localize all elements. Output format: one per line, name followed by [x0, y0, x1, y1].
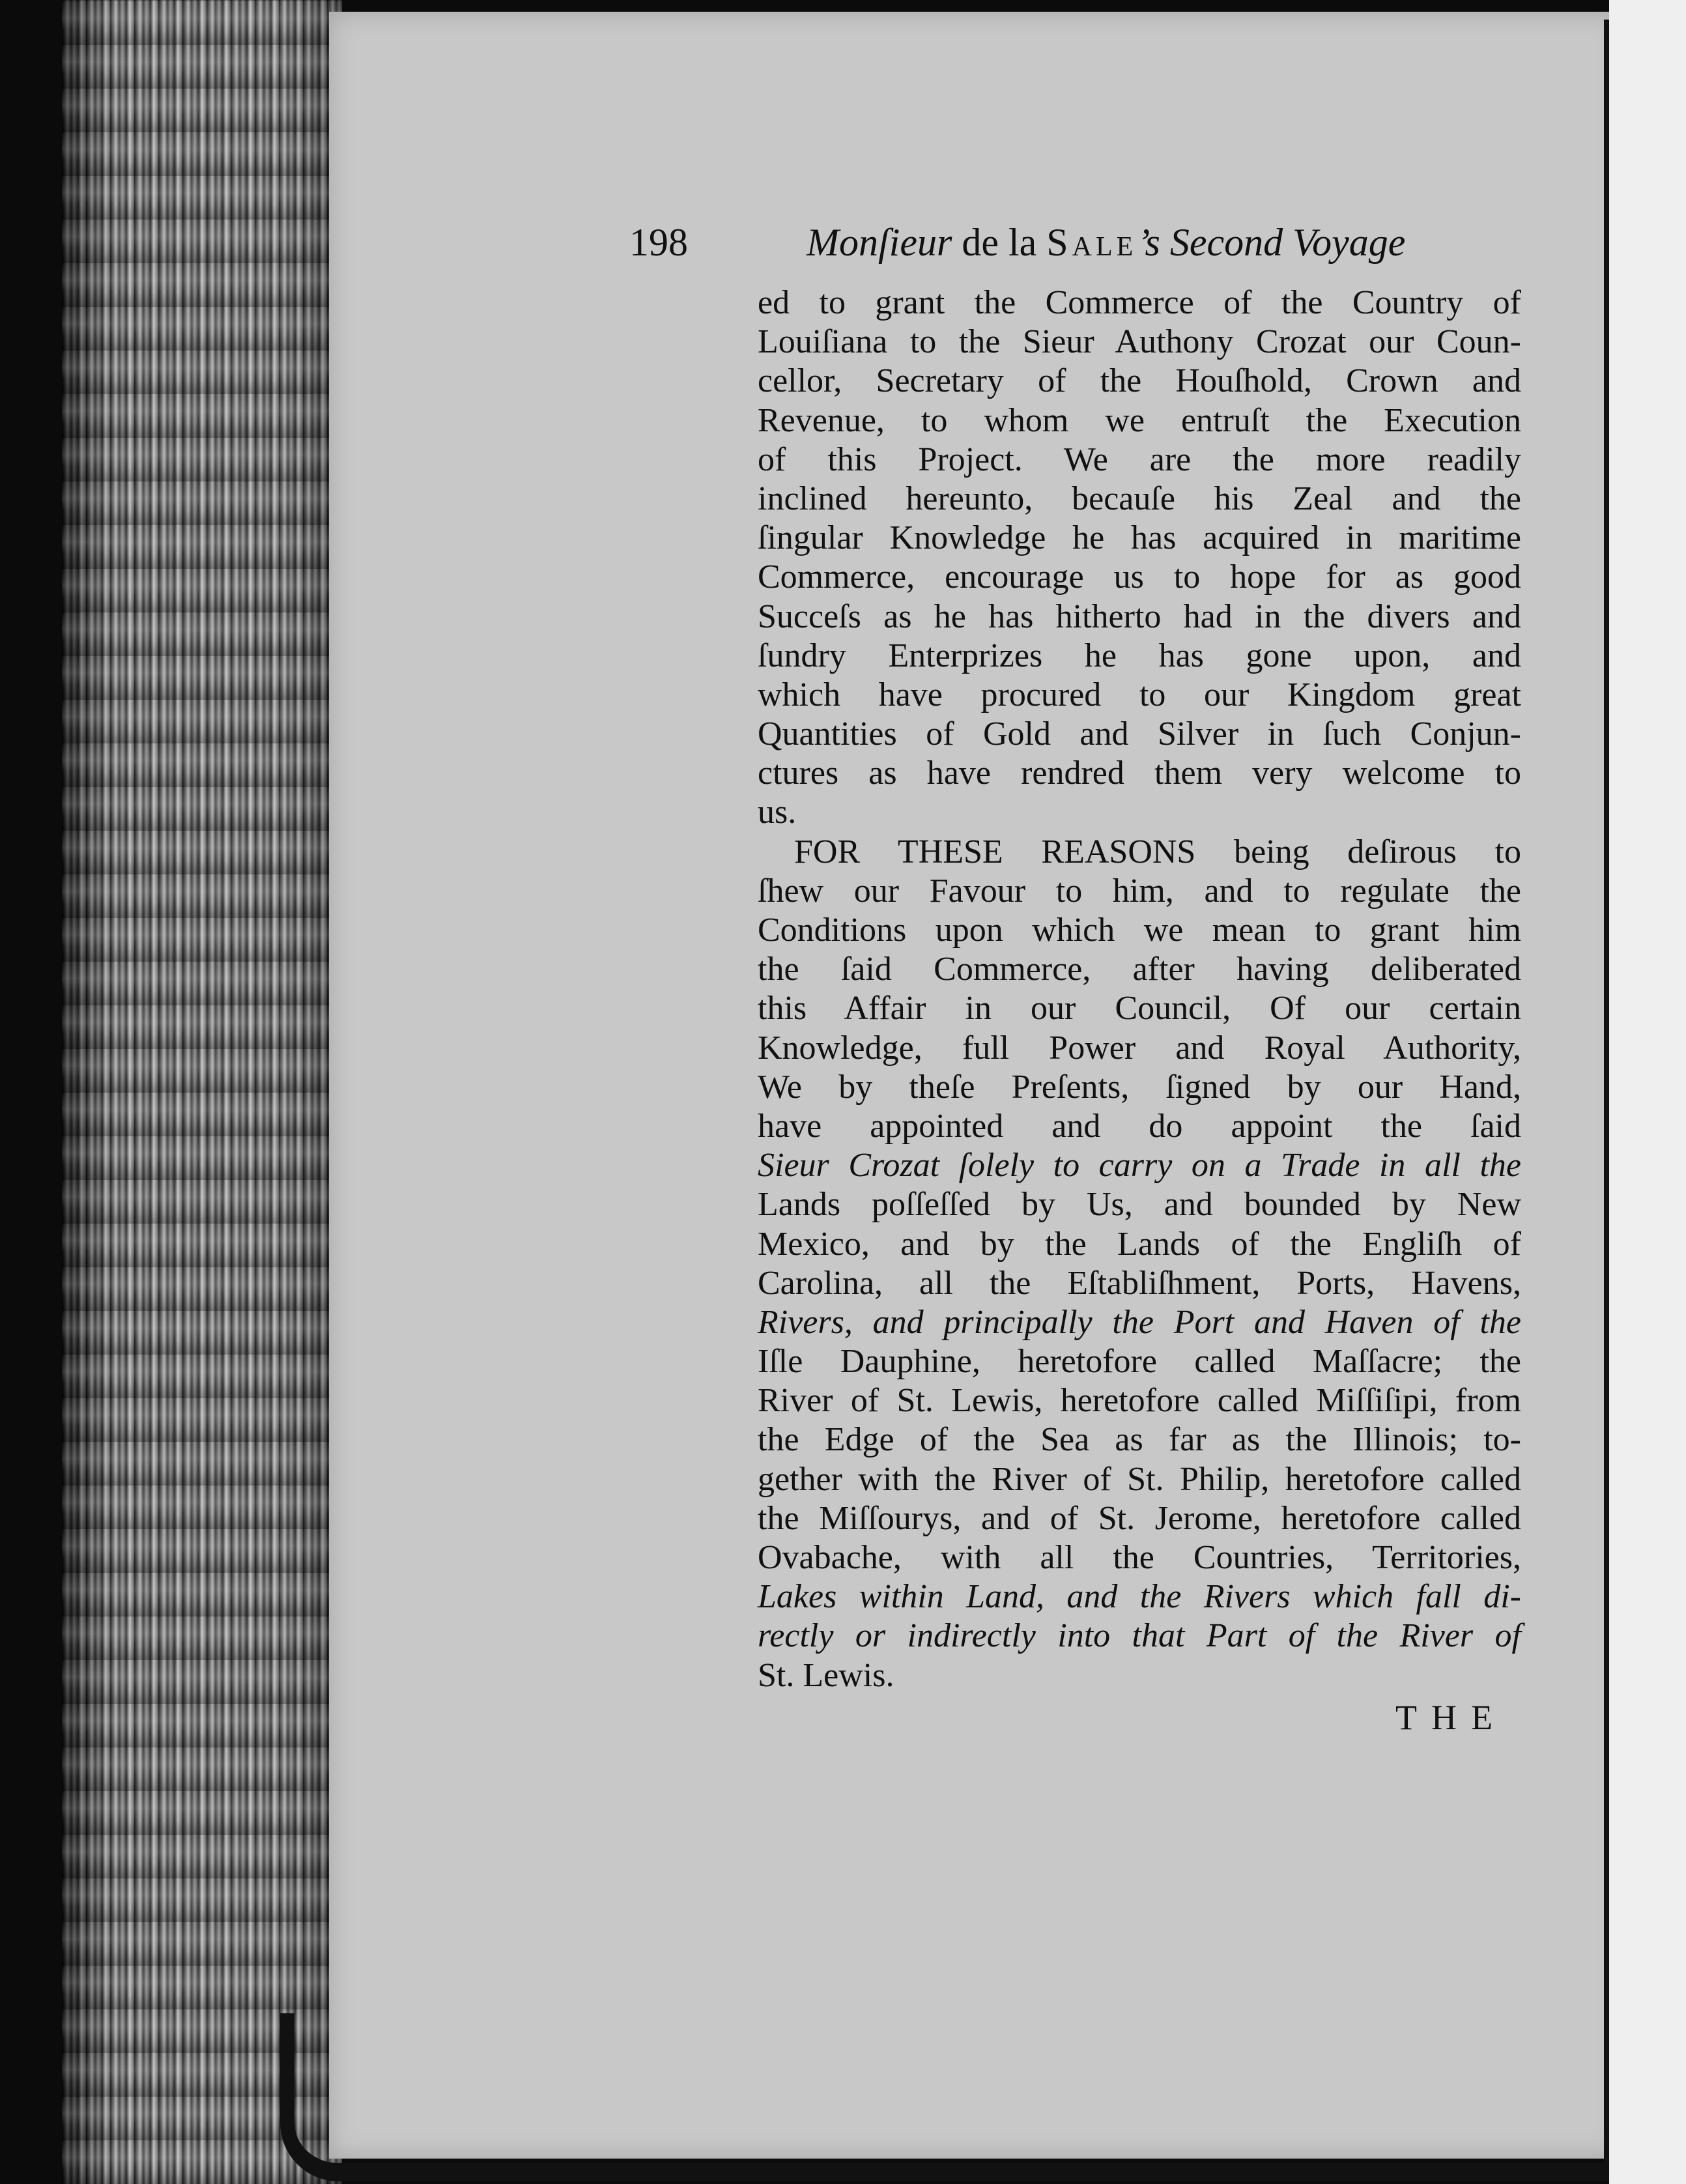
running-title-part-4: ’s Second Voyage [1137, 221, 1406, 264]
text-line: Sieur Crozat ſolely to carry on a Trade in all the [758, 1147, 1521, 1185]
text-line: Louiſiana to the Sieur Authony Crozat our Coun- [758, 323, 1521, 361]
text-line: which have procured to our Kingdom great [758, 676, 1521, 713]
text-line: the Edge of the Sea as far as the Illinois; to- [758, 1421, 1521, 1459]
text-line: Revenue, to whom we entruſt the Execution [758, 401, 1521, 439]
text-line: Commerce, encourage us to hope for as good [758, 558, 1521, 596]
text-line: We by theſe Preſents, ſigned by our Hand, [758, 1068, 1521, 1106]
text-line: ctures as have rendred them very welcome to [758, 754, 1521, 792]
running-title [807, 220, 1405, 265]
running-title-part-2: de la [952, 221, 1047, 264]
text-line: Conditions upon which we mean to grant him [758, 912, 1521, 949]
text-line: Ovabache, with all the Countries, Territories, [758, 1539, 1521, 1576]
page-number: 198 [629, 221, 688, 264]
text-line: FOR THESE REASONS being deſirous to [794, 833, 1521, 870]
text-line: River of St. Lewis, heretofore called Miſſiſipi, from [758, 1382, 1521, 1420]
text-line: Succeſs as he has hitherto had in the divers and [758, 597, 1521, 635]
text-line: ſundry Enterprizes he has gone upon, and [758, 637, 1521, 674]
text-line: this Affair in our Council, Of our certain [758, 990, 1521, 1027]
catchword: THE [1395, 1698, 1507, 1737]
text-line: us. [758, 794, 797, 831]
text-line: Lakes within Land, and the Rivers which fall di- [758, 1578, 1521, 1616]
text-line: Carolina, all the Eſtabliſhment, Ports, Havens, [758, 1264, 1521, 1302]
text-line: Mexico, and by the Lands of the Engliſh of [758, 1225, 1521, 1263]
text-line: rectly or indirectly into that Part of the River of [758, 1617, 1521, 1655]
text-line: ſingular Knowledge he has acquired in maritime [758, 519, 1521, 557]
text-line: Rivers, and principally the Port and Haven of the [758, 1303, 1521, 1341]
text-line: cellor, Secretary of the Houſhold, Crown and [758, 362, 1521, 400]
text-line: Iſle Dauphine, heretofore called Maſſacre; the [758, 1343, 1521, 1381]
text-line: the ſaid Commerce, after having deliberated [758, 951, 1521, 988]
running-title-part-1: Monſieur [807, 221, 952, 264]
running-title-part-3: Sale [1046, 221, 1137, 264]
text-line: inclined hereunto, becauſe his Zeal and the [758, 480, 1521, 517]
text-line: Lands poſſeſſed by Us, and bounded by New [758, 1186, 1521, 1224]
text-line: ed to grant the Commerce of the Country of [758, 284, 1521, 321]
text-line: ſhew our Favour to him, and to regulate the [758, 872, 1521, 910]
book-page-edges [62, 0, 342, 2184]
text-line: the Miſſourys, and of St. Jerome, heretofore called [758, 1499, 1521, 1537]
running-head [629, 220, 1483, 279]
text-line: Quantities of Gold and Silver in ſuch Conjun- [758, 715, 1521, 753]
text-line: of this Project. We are the more readily [758, 440, 1521, 478]
body-text [758, 283, 1521, 1695]
text-line: gether with the River of St. Philip, heretofore called [758, 1460, 1521, 1498]
page-bottom-curl [280, 2013, 1663, 2181]
text-line: St. Lewis. [758, 1656, 894, 1694]
text-line: Knowledge, full Power and Royal Authority, [758, 1029, 1521, 1067]
text-line: have appointed and do appoint the ſaid [758, 1107, 1521, 1145]
facing-page-margin [1609, 0, 1686, 2184]
